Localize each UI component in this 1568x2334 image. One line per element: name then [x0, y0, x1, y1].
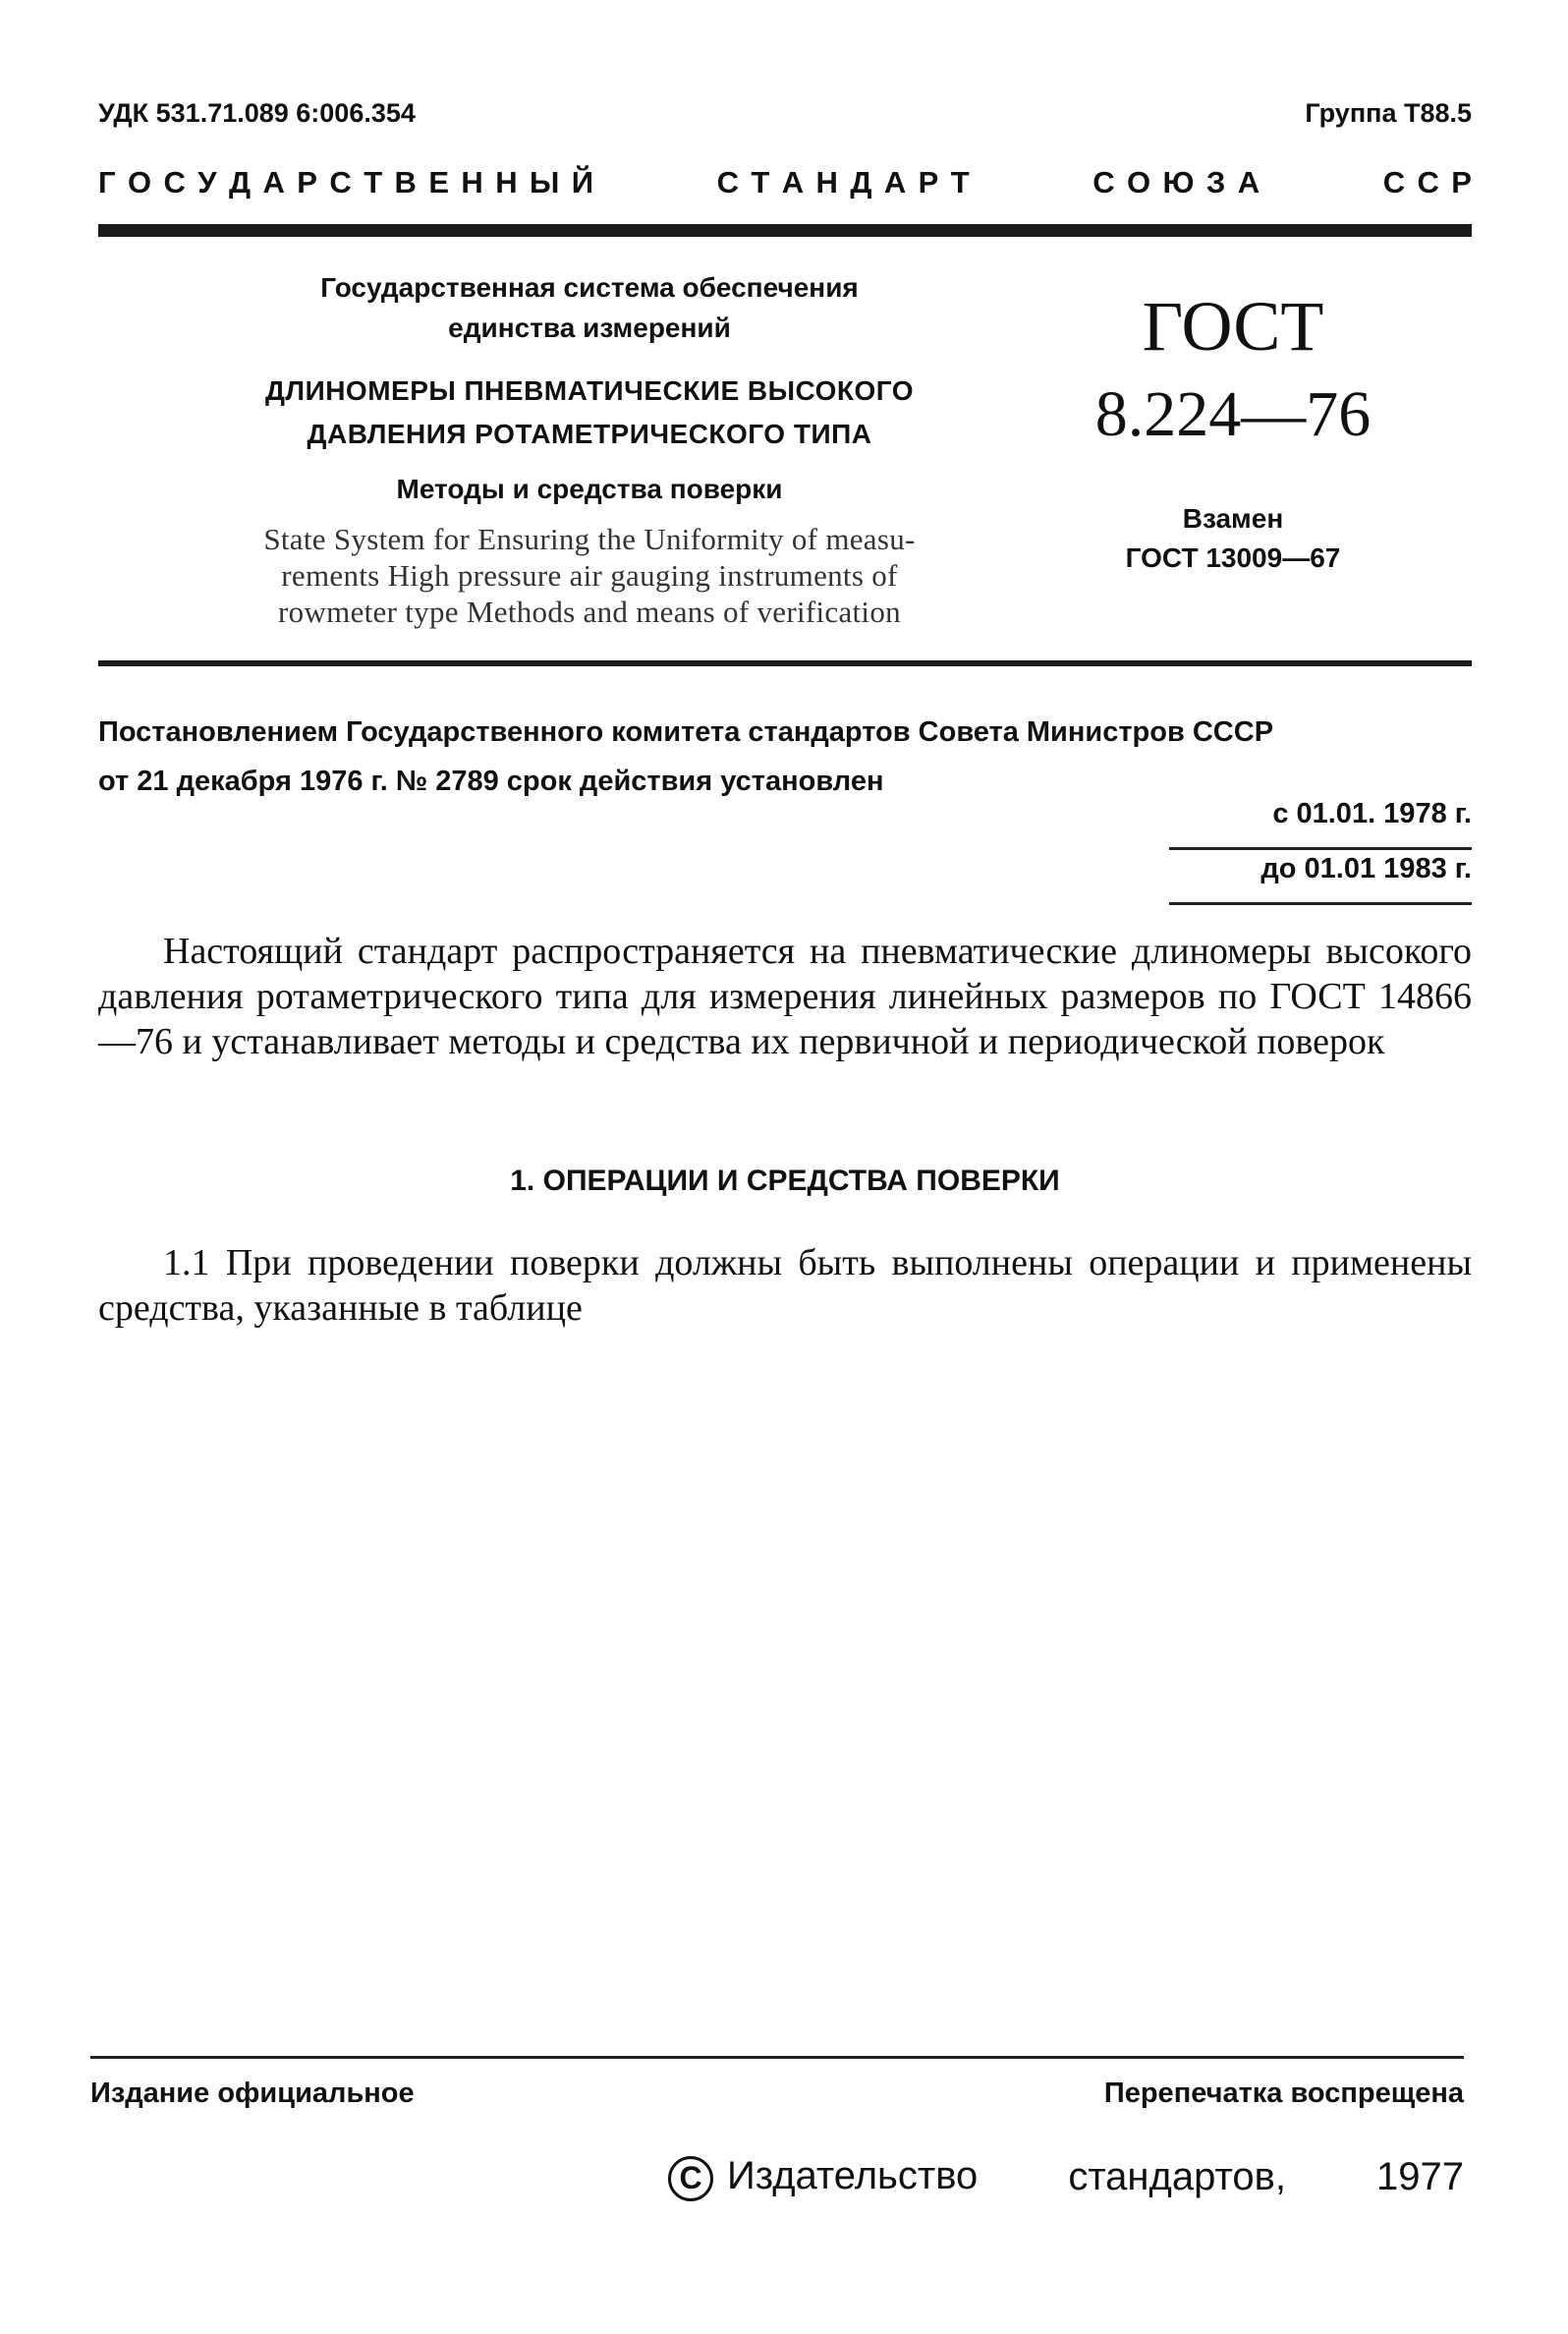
validity-start-date: с 01.01. 1978 г.	[1272, 798, 1472, 829]
banner-word: Г О С У Д А Р С Т В Е Н Н Ы Й	[98, 165, 594, 199]
publisher-year: 1977	[1376, 2155, 1464, 2199]
main-title	[157, 370, 1022, 456]
decree	[98, 708, 1472, 806]
publisher-word: Издательство	[727, 2154, 979, 2197]
main-title-line: ДЛИНОМЕРЫ ПНЕВМАТИЧЕСКИЕ ВЫСОКОГО	[264, 375, 915, 406]
main-title-line: ДАВЛЕНИЯ РОТАМЕТРИЧЕСКОГО ТИПА	[307, 419, 872, 449]
date-rule	[1169, 847, 1472, 850]
publisher-left	[668, 2154, 978, 2201]
publisher-line	[668, 2154, 1464, 2201]
gost-number: 8.224—76	[1094, 378, 1372, 450]
title-rule	[98, 660, 1472, 666]
validity-end-date: до 01.01 1983 г.	[1260, 853, 1472, 884]
decree-line: Постановлением Государственного комитета стандартов Совета Министров СССР	[98, 716, 1274, 748]
banner-word: С Т А Н Д А Р Т	[716, 165, 970, 199]
date-rule	[1169, 902, 1472, 905]
banner-word: С С Р	[1382, 165, 1472, 199]
system-title-line: единства измерений	[448, 313, 731, 343]
english-title-line: State System for Ensuring the Uniformity of measu-	[263, 522, 916, 556]
gost-block	[1071, 285, 1395, 578]
reprint-notice: Перепечатка воспрещена	[1103, 2078, 1464, 2109]
copyright-icon: С	[668, 2156, 713, 2201]
english-title	[157, 521, 1022, 630]
english-title-line: rements High pressure air gauging instruments of	[281, 558, 898, 593]
header-rule	[98, 224, 1472, 237]
decree-line: от 21 декабря 1976 г. № 2789 срок действия установлен	[98, 766, 884, 797]
system-title-line: Государственная система обеспечения	[320, 272, 859, 303]
system-title	[157, 267, 1022, 348]
clause-paragraph: 1.1 При проведении поверки должны быть выполнены операции и применены средства, указанные в таблице	[98, 1242, 1472, 1329]
title-block	[157, 267, 1022, 630]
footer-rule	[90, 2056, 1464, 2059]
standard-banner	[98, 165, 1472, 200]
english-title-line: rowmeter type Methods and means of verification	[278, 595, 901, 629]
replaces-label: Взамен	[1182, 503, 1284, 534]
group-code: Группа Т88.5	[1305, 98, 1472, 128]
gost-word: ГОСТ	[1142, 287, 1324, 366]
edition-label: Издание официальное	[90, 2078, 415, 2109]
banner-word: С О Ю З А	[1092, 165, 1260, 199]
udk-code: УДК 531.71.089 6:006.354	[98, 98, 416, 128]
intro-paragraph: Настоящий стандарт распространяется на пневматические длиномеры высокого давления ротаметрического типа для измерения линейных размеров по ГОСТ 14866—76 и устанавливает методы и средства их первичной и периодической поверок	[98, 931, 1472, 1062]
publisher-word: стандартов,	[1068, 2155, 1286, 2199]
section-heading: 1. ОПЕРАЦИИ И СРЕДСТВА ПОВЕРКИ	[510, 1165, 1060, 1197]
replaces-value: ГОСТ 13009—67	[1125, 542, 1341, 573]
subtitle: Методы и средства поверки	[396, 474, 783, 504]
